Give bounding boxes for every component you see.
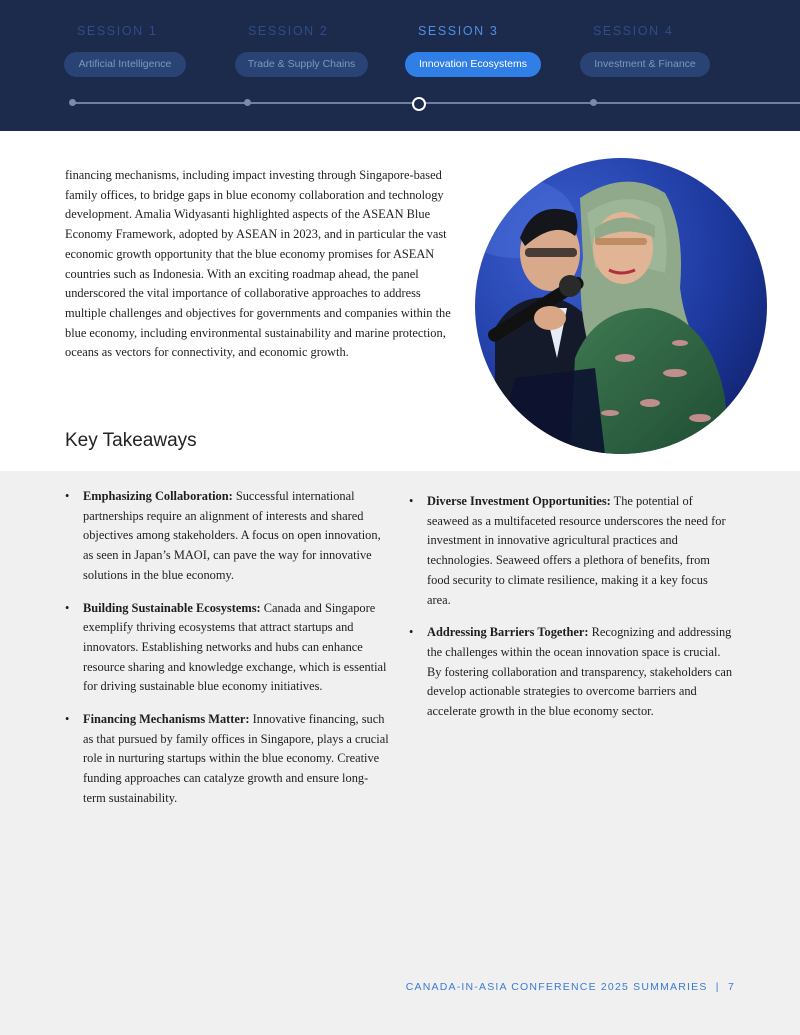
takeaway-text: Successful international partnerships require an alignment of interests and shared objectives among stakeholders. A focus on open innovation, as seen in Japan’s MAOI, can pave the way for innovative solutions in the blue economy. xyxy=(83,489,381,582)
takeaway-text: Recognizing and addressing the challenges within the ocean innovation space is crucial. By fostering collaboration and transparency, stakeholders can develop actionable strategies to overcome barriers and accelerate growth in the blue economy sector. xyxy=(427,625,733,719)
takeaway-title: Diverse Investment Opportunities: xyxy=(427,494,611,508)
session-4-topic-button[interactable]: Investment & Finance xyxy=(580,52,710,77)
takeaways-section xyxy=(0,471,800,1035)
takeaway-item xyxy=(409,492,734,610)
takeaway-item xyxy=(65,710,390,809)
takeaway-item xyxy=(409,623,734,722)
takeaway-title: Financing Mechanisms Matter: xyxy=(83,712,250,727)
speaker-photo-illustration xyxy=(475,158,767,454)
speaker-photo xyxy=(475,158,767,454)
session-nav-header xyxy=(0,0,800,131)
intro-paragraph: financing mechanisms, including impact investing through Singapore-based family offices, to bridge gaps in blue economy collaboration and technology development. Amalia Widyasanti highlighted aspects of the ASEAN Blue Economy Framework, adopted by ASEAN in 2023, and in particular the vast economic growth opportunity that the blue economy promises for ASEAN countries such as Indonesia. With an exciting roadmap ahead, the panel underscored the vital importance of collaborative approaches to address multiple challenges and objectives for governments and companies within the blue economy, including environmental sustainability and marine protection, oceans as vectors for connectivity, and economic growth. xyxy=(65,168,451,360)
session-2-marker[interactable] xyxy=(244,99,251,106)
takeaways-right-column xyxy=(409,492,734,735)
session-3-marker-active[interactable] xyxy=(412,97,426,111)
takeaway-text: Canada and Singapore exemplify thriving ecosystems that attract startups and innovators. Establishing networks and hubs can enhance resource sharing and knowledge exchange, which is essential for driving sustainable blue economy initiatives. xyxy=(83,600,387,694)
session-progress-track xyxy=(72,102,800,104)
takeaway-title: Emphasizing Collaboration: xyxy=(83,489,233,503)
session-2-topic-button[interactable]: Trade & Supply Chains xyxy=(235,52,368,77)
takeaway-item xyxy=(65,599,390,698)
takeaway-text: Innovative financing, such as that pursued by family offices in Singapore, plays a crucial role in nurturing startups within the blue economy. Creative funding approaches can catalyze growth and ensure long-term sustainability. xyxy=(83,712,389,805)
takeaways-left-column xyxy=(65,487,390,822)
session-3-label: SESSION 3 xyxy=(418,24,499,38)
session-1-marker[interactable] xyxy=(69,99,76,106)
session-4-label: SESSION 4 xyxy=(593,24,674,38)
takeaway-title: Addressing Barriers Together: xyxy=(427,625,589,640)
page-footer: CANADA-IN-ASIA CONFERENCE 2025 SUMMARIES | 7 xyxy=(405,981,735,993)
takeaway-text: The potential of seaweed as a multifaceted resource underscores the need for investment in innovative agricultural practices and technologies. Seaweed offers a plethora of benefits, from food security to climate resilience, making it a key focus area. xyxy=(427,494,726,607)
takeaway-item xyxy=(65,487,390,586)
takeaway-title: Building Sustainable Ecosystems: xyxy=(83,600,261,615)
session-1-label: SESSION 1 xyxy=(77,24,158,38)
session-1-topic-button[interactable]: Artificial Intelligence xyxy=(64,52,186,77)
session-2-label: SESSION 2 xyxy=(248,24,329,38)
key-takeaways-heading: Key Takeaways xyxy=(65,430,197,451)
session-4-marker[interactable] xyxy=(590,99,597,106)
session-3-topic-button[interactable]: Innovation Ecosystems xyxy=(405,52,541,77)
